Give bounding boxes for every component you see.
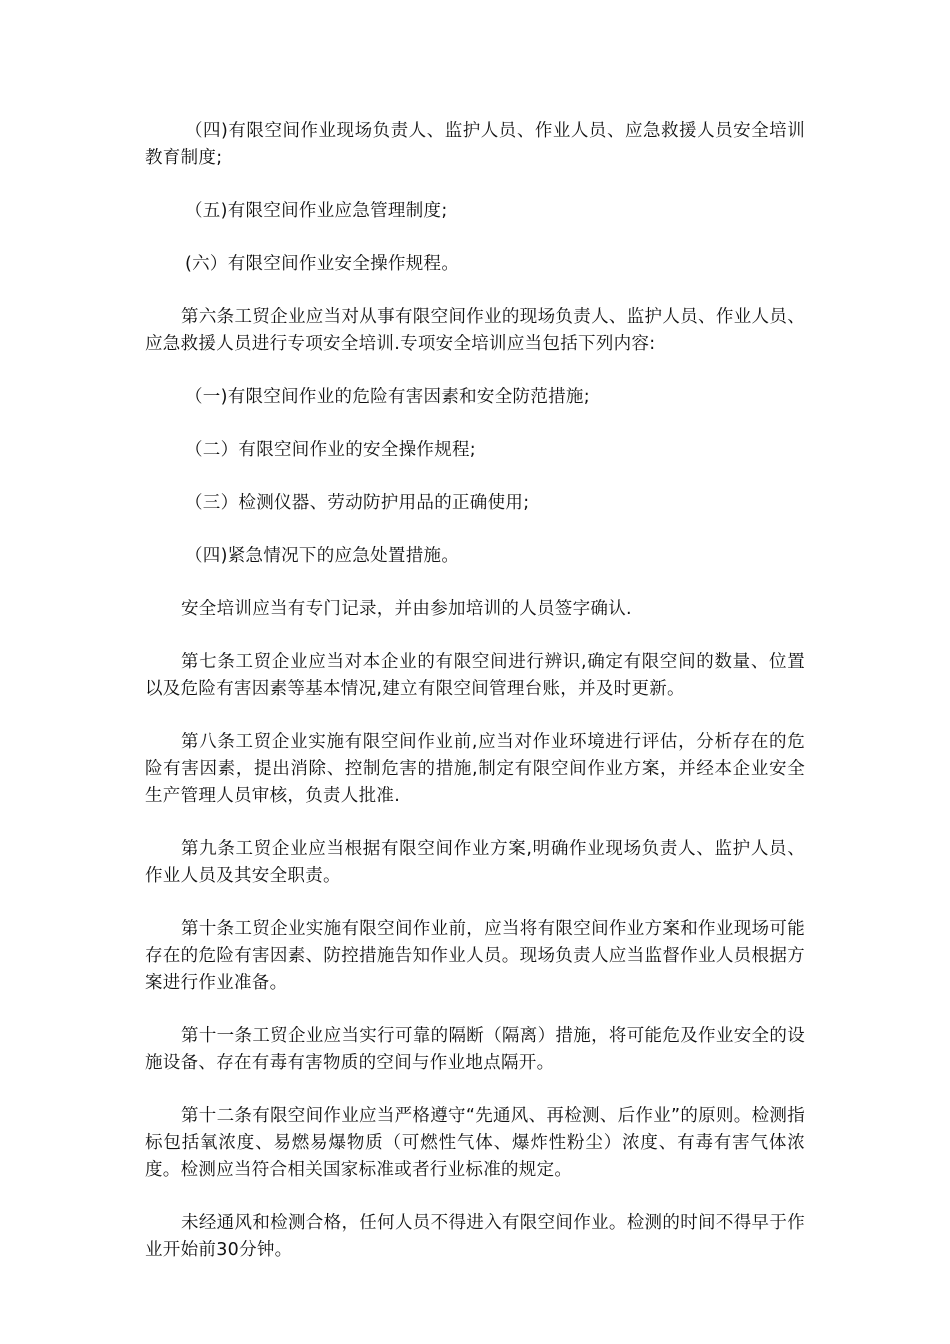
paragraph-article-7: 第七条工贸企业应当对本企业的有限空间进行辨识,确定有限空间的数量、位置以及危险有害因素等基本情况,建立有限空间管理台账，并及时更新。 — [145, 652, 805, 699]
paragraph-item-4: （四)有限空间作业现场负责人、监护人员、作业人员、应急救援人员安全培训教育制度; — [145, 121, 805, 168]
paragraph-article-8: 第八条工贸企业实施有限空间作业前,应当对作业环境进行评估，分析存在的危险有害因素，提出消除、控制危害的措施,制定有限空间作业方案，并经本企业安全生产管理人员审核，负责人批准. — [145, 732, 805, 806]
paragraph-item-4b: （四)紧急情况下的应急处置措施。 — [185, 546, 460, 566]
paragraph-item-1: （一)有限空间作业的危险有害因素和安全防范措施; — [185, 387, 590, 407]
paragraph-ventilation-rule: 未经通风和检测合格，任何人员不得进入有限空间作业。检测的时间不得早于作业开始前30分钟。 — [145, 1213, 805, 1260]
paragraph-item-5: （五)有限空间作业应急管理制度; — [185, 201, 448, 221]
paragraph-item-3: （三）检测仪器、劳动防护用品的正确使用; — [185, 493, 530, 513]
paragraph-item-2: （二）有限空间作业的安全操作规程; — [185, 440, 476, 460]
paragraph-item-6: (六）有限空间作业安全操作规程。 — [185, 254, 460, 274]
document-body — [145, 118, 805, 1290]
paragraph-article-11: 第十一条工贸企业应当实行可靠的隔断（隔离）措施，将可能危及作业安全的设施设备、存在有毒有害物质的空间与作业地点隔开。 — [145, 1026, 805, 1073]
paragraph-training-record: 安全培训应当有专门记录，并由参加培训的人员签字确认. — [181, 599, 632, 619]
paragraph-article-9: 第九条工贸企业应当根据有限空间作业方案,明确作业现场负责人、监护人员、作业人员及其安全职责。 — [145, 839, 805, 886]
paragraph-article-10: 第十条工贸企业实施有限空间作业前，应当将有限空间作业方案和作业现场可能存在的危险有害因素、防控措施告知作业人员。现场负责人应当监督作业人员根据方案进行作业准备。 — [145, 919, 805, 993]
paragraph-article-12: 第十二条有限空间作业应当严格遵守“先通风、再检测、后作业”的原则。检测指标包括氧浓度、易燃易爆物质（可燃性气体、爆炸性粉尘）浓度、有毒有害气体浓度。检测应当符合相关国家标准或者行业标准的规定。 — [145, 1106, 805, 1180]
paragraph-article-6: 第六条工贸企业应当对从事有限空间作业的现场负责人、监护人员、作业人员、应急救援人员进行专项安全培训.专项安全培训应当包括下列内容: — [145, 307, 805, 354]
